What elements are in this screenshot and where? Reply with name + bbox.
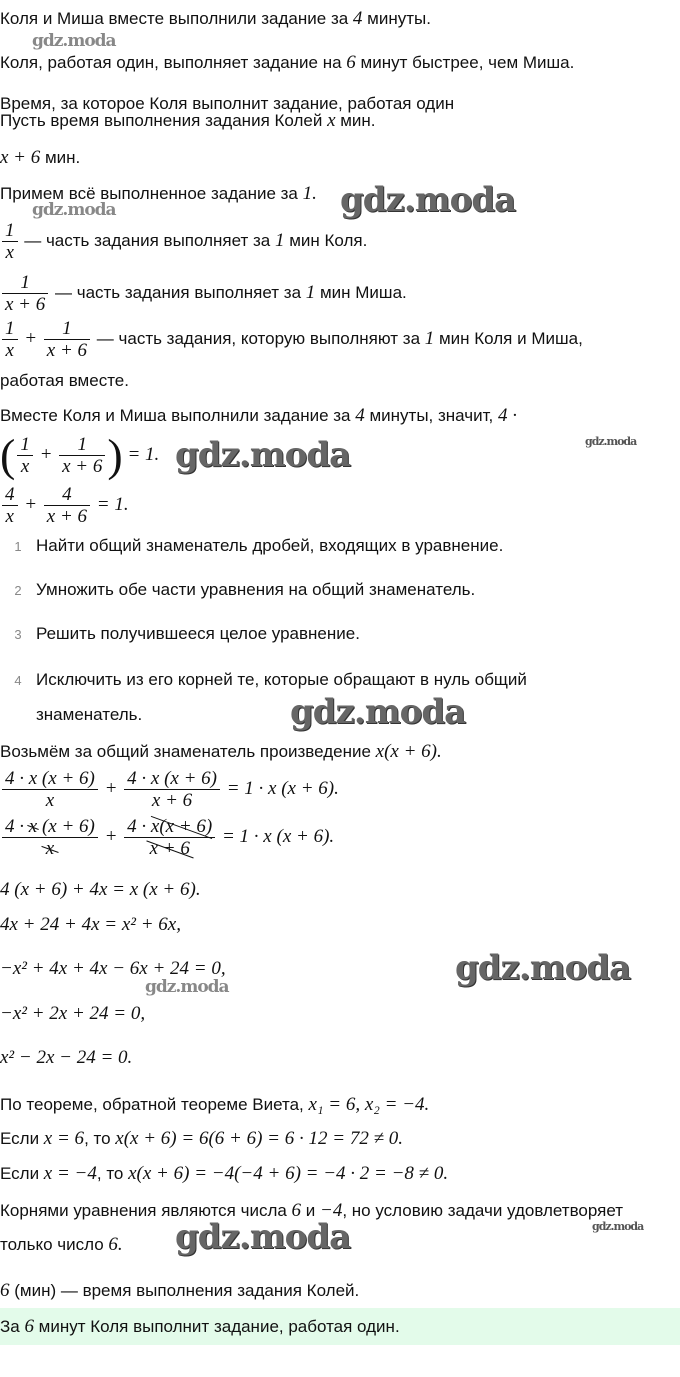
equation-cancelled: $\frac{4 \cdot x (x + 6)}{x}$ + $\frac{4 \cdot x(x + 6)}{x + 6}$ = 1 · x (x + 6). [0, 816, 334, 859]
equation: $\frac{4 \cdot x (x + 6)}{x}$ + $\frac{4 \cdot x (x + 6)}{x + 6}$ = 1 · x (x + 6). [0, 768, 339, 811]
equation: $\frac{4}{x}$ + $\frac{4}{x + 6}$ = 1. [0, 484, 129, 527]
text-line: Вместе Коля и Миша выполнили задание за 4 минуты, значит, 4 · [0, 405, 517, 426]
fraction-line: $\frac{1}{x}$ — часть задания выполняет за 1 мин Коля. [0, 220, 367, 263]
step-item: 3 Решить получившееся целое уравнение. [14, 624, 360, 643]
text-line: работая вместе. [0, 371, 129, 390]
text-line: Пусть время выполнения задания Колей x мин. [0, 110, 376, 131]
watermark: gdz.moda [32, 200, 116, 220]
equation: ( $\frac{1}{x}$ + $\frac{1}{x + 6}$ ) = 1. [0, 429, 160, 481]
step-item: 1 Найти общий знаменатель дробей, входящих в уравнение. [14, 536, 504, 555]
text-line: Если x = −4, то x(x + 6) = −4(−4 + 6) = −4 · 2 = −8 ≠ 0. [0, 1163, 449, 1184]
equation: −x² + 2x + 24 = 0, [0, 1003, 146, 1024]
clipped-line: Время, за которое Коля выполнит задание, работая один [0, 94, 455, 113]
step-item-continued: знаменатель. [36, 705, 143, 724]
text-line: Корнями уравнения являются числа 6 и −4, но условию задачи удовлетворяет [0, 1200, 624, 1221]
text-line: x + 6 мин. [0, 147, 81, 168]
equation: 4x + 24 + 4x = x² + 6x, [0, 914, 181, 935]
fraction-line: $\frac{1}{x + 6}$ — часть задания выполняет за 1 мин Миша. [0, 272, 407, 315]
text-line: По теореме, обратной теореме Виета, x₁ = 6, x₂ = −4. [0, 1094, 430, 1115]
text-line: Примем всё выполненное задание за 1. [0, 183, 317, 204]
equation: x² − 2x − 24 = 0. [0, 1047, 133, 1068]
answer-text: За 6 минут Коля выполнит задание, работая один. [0, 1316, 400, 1337]
text-line: Возьмём за общий знаменатель произведение x(x + 6). [0, 741, 442, 762]
step-item: 2 Умножить обе части уравнения на общий знаменатель. [14, 580, 476, 599]
watermark: gdz.moda [585, 435, 637, 448]
watermark: gdz.moda [290, 692, 466, 732]
text-line: 6 (мин) — время выполнения задания Колей. [0, 1280, 360, 1301]
text-line: только число 6. [0, 1234, 123, 1255]
text-line: Коля и Миша вместе выполнили задание за 4 минуты. [0, 8, 431, 29]
fraction-line: $\frac{1}{x}$ + $\frac{1}{x + 6}$ — часть задания, которую выполняют за 1 мин Коля и Миша, [0, 318, 583, 361]
equation: −x² + 4x + 4x − 6x + 24 = 0, [0, 958, 226, 979]
step-item: 4 Исключить из его корней те, которые обращают в нуль общий [14, 670, 527, 689]
watermark: gdz.moda [145, 977, 229, 997]
watermark: gdz.moda [32, 31, 116, 51]
watermark: gdz.moda [175, 1217, 351, 1257]
watermark: gdz.moda [592, 1220, 644, 1233]
watermark: gdz.moda [455, 948, 631, 988]
text-line: Если x = 6, то x(x + 6) = 6(6 + 6) = 6 · 12 = 72 ≠ 0. [0, 1128, 404, 1149]
watermark: gdz.moda [175, 435, 351, 475]
watermark: gdz.moda [340, 180, 516, 220]
equation: 4 (x + 6) + 4x = x (x + 6). [0, 879, 201, 900]
text-line: Коля, работая один, выполняет задание на 6 минут быстрее, чем Миша. [0, 52, 575, 73]
